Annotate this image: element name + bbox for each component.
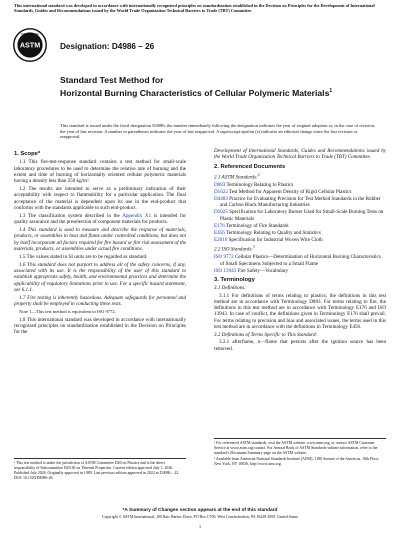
astm-logo [12, 27, 48, 63]
left-column [14, 148, 186, 337]
para-1-6: 1.6 This standard does not purport to address all of the safety concerns, if any, associated with its use. It is the responsibility of the user of this standard to establish appropriate safety, health, and environmental practices and determine the applicability of regulatory limitations prior to use. For a specific hazard statement, see 6.1.1. [14, 261, 186, 293]
reference-item [214, 223, 386, 229]
copyright-line: Copyright © ASTM International, 100 Barr Harbor Drive, PO Box C700, West Conshohocken, PA 19428-2959. United States [102, 515, 298, 519]
astm-standards-label: 2.1 ASTM Standards: [214, 174, 258, 181]
designation: Designation: D4986 – 26 [60, 42, 155, 51]
para-1-8-cont: Development of International Standards, Guides and Recommendations issued by the World Trade Organization Technical Barriers to Trade (TBT) Committee. [214, 148, 386, 161]
referenced-documents-heading: 2. Referenced Documents [214, 163, 286, 170]
reference-title: Test Method for Apparent Density of Rigid Cellular Plastics [227, 188, 352, 195]
note-1: Note 1—This test method is equivalent to ISO 9772. [19, 308, 116, 314]
footnote-2: ² For referenced ASTM standards, visit the ASTM website, www.astm.org, or contact ASTM Customer Service at www.astm.org/contact. For Annual Book of ASTM Standards volume information, refer to the standard's Document Summary page on the ASTM website. [214, 441, 378, 455]
iso-footnote-mark: 3 [253, 245, 255, 250]
para-1-2: 1.2 The results are intended to serve as a preliminary indication of their acceptability with respect to flammability for a particular application. The final acceptance of the material is dependent upon its use in the end-product that conforms with the standards applicable to such end-product. [14, 186, 186, 211]
reference-code-link[interactable]: E2016 [214, 237, 228, 244]
footnote-3: ³ Available from American National Standards Institute (ANSI), 1180 Avenue of the Americas, 10th Floor, New York, NY 10036, http://www.ansi.org. [214, 457, 380, 467]
designation-notice: This standard is issued under the fixed designation D4986; the number immediately following the designation indicates the year of original adoption or, in the case of revision, the year of last revision. A number in parentheses indicates the year of last reapproval. A superscript epsilon (ε) indicates an editorial change since the last revision or reapproval. [60, 123, 375, 140]
reference-title: Terminology Relating to Quality and Statistics [224, 229, 321, 236]
para-1-8: 1.8 This international standard was developed in accordance with internationally recognized principles on standardization established in the Decision on Principles for the [14, 316, 186, 336]
reference-code-link[interactable]: E456 [214, 229, 225, 236]
title-line-2 [60, 86, 360, 99]
footnotes-right [214, 438, 386, 469]
para-1-3-text: 1.3 The classification system described in the [19, 212, 123, 219]
reference-code-link[interactable]: ISO 13943 [214, 267, 237, 274]
document-title [60, 75, 360, 99]
reference-code-link[interactable]: D1622 [214, 188, 228, 195]
reference-item [214, 230, 386, 236]
title-line-1: Standard Test Method for [60, 75, 164, 85]
footnote-1: ¹ This test method is under the jurisdiction of ASTM Committee D20 on Plastics and is the direct responsibility of Subcommittee D20.30 on Thermal Properties. Current edition approved July 1, 2026. Published July 2026. Originally approved in 1989. Last previous edition approved in 2022 as D4986 – 22. DOI: 10.1520/D4986-26. [14, 458, 186, 481]
specific-definitions-heading: 3.2 Definitions of Terms Specific to This Standard: [214, 331, 318, 338]
reference-code-link[interactable]: D4483 [214, 196, 228, 203]
title-text: Horizontal Burning Characteristics of Cellular Polymeric Materials [60, 87, 330, 98]
terminology-heading: 3. Terminology [214, 277, 255, 283]
para-1-7: 1.7 Fire testing is inherently hazardous. Adequate safeguards for personnel and property shall be employed in conducting these tests. [14, 294, 186, 308]
page-number: 1 [198, 524, 202, 529]
astm-reference-list [214, 182, 386, 243]
reference-code-link[interactable]: D883 [214, 181, 226, 188]
reference-title: Specification for Industrial Woven Wire Cloth [227, 237, 323, 244]
reference-item [214, 268, 386, 274]
para-1-3-text-end: is intended for quality assurance and the preselection of component materials for products. [14, 212, 186, 226]
reference-item [214, 209, 386, 222]
definitions-heading: 3.1 Definitions: [214, 285, 246, 292]
wto-banner: This international standard was developed in accordance with internationally recognized principles on standardization established in the Decision on Principles for the Development of International Standards, Guides and Recommendations issued by the World Trade Organization Technical Barriers to Trade (TBT) Committee. [14, 3, 375, 14]
para-1-1: 1.1 This fire-test-response standard contains a test method for small-scale laboratory procedures to be used to determine the relative rate of burning and the extent and time of burning of horizontally oriented cellular polymeric materials having a density less than 250 kg/m³. [14, 159, 186, 185]
right-column [214, 148, 386, 353]
title-footnote-mark: 1 [329, 88, 333, 94]
para-1-4: 1.4 This standard is used to measure and describe the response of materials, products, or assemblies to heat and flame under controlled conditions, but does not by itself incorporate all factors required for fire hazard or fire risk assessment of the materials, products, or assemblies under actual fire conditions. [14, 227, 186, 252]
appendix-x1-link[interactable]: Appendix X1 [122, 212, 152, 219]
astm-footnote-mark: 2 [257, 172, 260, 177]
iso-reference-list [214, 254, 386, 274]
para-3-1-1: 3.1.1 For definitions of terms relating to plastics, the definitions in this test method are in accordance with Terminology D883. For terms relating to fire, the definitions in this test method are in accordance with Terminology E176 and ISO 13943. In case of conflict, the definitions given in Terminology E176 shall prevail. For terms relating to precision and bias and associated issues, the terms used in this test method are in accordance with the definitions in Terminology E456. [214, 292, 386, 331]
reference-code-link[interactable]: ISO 9772 [214, 254, 234, 261]
svg-text:ASTM: ASTM [19, 40, 41, 50]
iso-standards-heading [214, 244, 386, 253]
reference-title: Terminology Relating to Plastics [225, 181, 294, 188]
astm-standards-heading [214, 172, 386, 181]
reference-item [214, 189, 386, 195]
summary-of-changes-note: *A Summary of Changes section appears at the end of this standard [122, 508, 278, 513]
reference-code-link[interactable]: E176 [214, 222, 225, 229]
reference-item [214, 254, 386, 267]
reference-title: Fire Safety—Vocabulary [236, 267, 289, 274]
reference-item [214, 237, 386, 243]
reference-item [214, 182, 386, 188]
para-1-3 [14, 213, 186, 226]
scope-heading: 1. Scope* [14, 151, 41, 157]
para-1-5: 1.5 The values stated in SI units are to be regarded as standard. [19, 253, 148, 260]
reference-title: Cellular Plastics—Determination of Horizontal Burning Characteristics of Small Specimens Subjected to a Small Flame [220, 254, 381, 267]
reference-code-link[interactable]: D5025 [214, 209, 228, 216]
reference-title: Practice for Evaluating Precision for Test Method Standards in the Rubber and Carbon Black Manufacturing Industries [220, 196, 381, 209]
para-3-2-1: 3.2.1 afterflame, n—flame that persists after the ignition source has been removed. [214, 339, 386, 352]
reference-title: Specification for Laboratory Burner Used for Small-Scale Burning Tests on Plastic Materials [220, 209, 384, 222]
reference-title: Terminology of Fire Standards [224, 222, 289, 229]
svg-text:INTERNATIONAL: INTERNATIONAL [20, 34, 40, 37]
iso-standards-label: 2.2 ISO Standards: [214, 247, 254, 254]
reference-item [214, 196, 386, 209]
